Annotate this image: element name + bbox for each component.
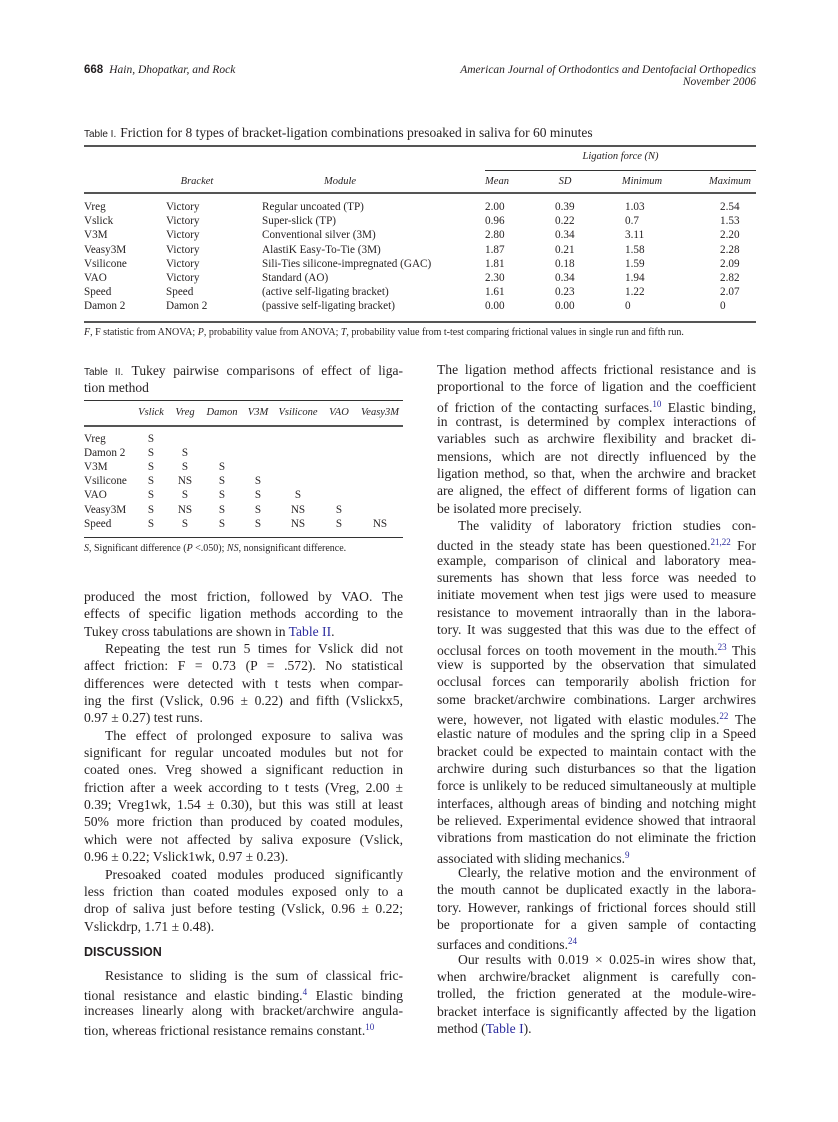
text-line: Resistance to sliding is the sum of classical fric- xyxy=(105,968,403,983)
journal-title: American Journal of Orthodontics and Dentofacial Orthopedics xyxy=(460,64,756,76)
table-cell: 0 xyxy=(720,300,726,313)
table-link[interactable]: Table I xyxy=(485,1021,524,1037)
running-header-right xyxy=(460,64,756,88)
table-cell: S xyxy=(147,489,155,502)
table-cell: S xyxy=(218,503,226,516)
text-line: Repeating the test run 5 times for Vslick did not xyxy=(105,641,403,657)
table2-column-header: VAO xyxy=(329,407,349,418)
text-line: tion, whereas frictional resistance remains constant.$^{10}$ xyxy=(84,1022,375,1039)
table-cell: Victory xyxy=(166,257,200,270)
table2-caption xyxy=(84,363,403,397)
right-text-column xyxy=(437,361,756,1037)
text-line: force is unlikely to be reduced simultaneously at multiple xyxy=(437,778,756,794)
text-line: variables such as archwire flexibility and bracket di- xyxy=(437,431,756,447)
footnote-segment: <.050); xyxy=(192,543,227,554)
table2-footnote xyxy=(84,543,346,554)
text-line: are aligned, the effect of different forms of ligation can xyxy=(437,483,756,499)
text-line: ing the first (Vslick, 0.96 ± 0.22) and fifth (Vslickx5, xyxy=(84,693,403,709)
table1-bottom-rule xyxy=(84,321,756,323)
paragraph xyxy=(84,866,403,935)
text-line: Our results with 0.019 × 0.025-in wires show that, xyxy=(458,951,756,967)
text-line: Clearly, the relative motion and the environment of xyxy=(458,864,756,880)
table1-group-rule xyxy=(485,170,756,171)
text-line: associated with sliding mechanics.$^9$ xyxy=(437,849,630,866)
table-cell: Regular uncoated (TP) xyxy=(262,201,364,213)
text-line: The validity of laboratory friction studies con- xyxy=(458,518,756,534)
text-line: 0.96 ± 0.22; Vslick1wk, 0.97 ± 0.23). xyxy=(84,849,289,865)
text-line: occlusal forces on tooth movement in the mouth.$^{23}$ This xyxy=(437,641,756,658)
table-cell: NS xyxy=(372,517,388,530)
table-cell: 0.00 xyxy=(555,300,575,313)
text-line: differences were detected with t tests when compar- xyxy=(84,675,403,691)
table-cell: Victory xyxy=(166,201,200,213)
text-line: produced the most friction, followed by VAO. The xyxy=(84,589,403,604)
table-cell: Standard (AO) xyxy=(262,272,329,284)
text-line: coated ones. Vreg showed a significant reduction in xyxy=(84,762,403,778)
table2-header-rule xyxy=(84,425,403,427)
text-line: example, comparison of clinical and laboratory mea- xyxy=(437,552,756,568)
row-label: Vreg xyxy=(84,433,106,445)
row-label: Speed xyxy=(84,517,112,530)
table-cell: S xyxy=(254,475,262,488)
text-line: interfaces, although areas of binding and notching might xyxy=(437,795,756,811)
table-cell: Vsilicone xyxy=(84,257,127,270)
table-cell: 0.7 xyxy=(625,215,639,228)
table2-column-header: V3M xyxy=(247,407,269,418)
table1-top-rule xyxy=(84,145,756,147)
table-cell: VAO xyxy=(84,272,107,284)
reference-citation[interactable]: 10 xyxy=(365,1022,375,1033)
text-line: ligation method, so that, when the archwire and bracket xyxy=(437,466,756,482)
table-cell: 0.34 xyxy=(555,272,575,284)
table-cell: Conventional silver (3M) xyxy=(262,229,376,242)
footnote-segment: , probability value from t-test comparing frictional values in single run and fifth run. xyxy=(346,327,684,338)
table-cell: Victory xyxy=(166,229,200,242)
table-cell: S xyxy=(335,503,343,516)
table-cell: 2.28 xyxy=(720,243,740,256)
left-text-column xyxy=(84,588,403,935)
table-cell: Vslick xyxy=(84,215,114,228)
table1-caption-text: Friction for 8 types of bracket-ligation combinations presoaked in saliva for 60 minutes xyxy=(120,125,593,140)
table-cell: 2.54 xyxy=(720,201,740,213)
row-label: VAO xyxy=(84,489,107,502)
table2-column-header: Vsilicone xyxy=(278,407,318,418)
table1-column-header: Maximum xyxy=(709,176,751,187)
authors: Hain, Dhopatkar, and Rock xyxy=(109,64,236,76)
table2-caption-line: tion method xyxy=(84,380,149,396)
table-cell: 2.07 xyxy=(720,286,740,299)
table-cell: S xyxy=(218,461,226,474)
text-line: trolled, the friction generated at the module-wire- xyxy=(437,986,756,1002)
table-cell: 0.34 xyxy=(555,229,575,242)
row-label: Damon 2 xyxy=(84,447,126,460)
table2-caption-line: Tukey pairwise comparisons of effect of liga- xyxy=(131,363,403,378)
table-cell: S xyxy=(181,447,189,460)
footnote-segment: , Significant difference ( xyxy=(89,543,187,554)
paragraph xyxy=(437,361,756,517)
footnote-segment: S xyxy=(84,543,89,554)
text-line: were, however, not ligated with elastic modules.$^{22}$ The xyxy=(437,710,756,727)
table1-column-header: Bracket xyxy=(180,176,214,187)
reference-citation[interactable]: 9 xyxy=(625,849,630,860)
page-number: 668 xyxy=(84,64,104,76)
text-line: which were not affected by saliva exposure (Vslick, xyxy=(84,831,403,847)
paragraph xyxy=(437,951,756,1038)
text-line: 0.97 ± 0.27) test runs. xyxy=(84,710,203,726)
section-heading-discussion: DISCUSSION xyxy=(84,945,162,959)
table-cell: S xyxy=(218,475,226,488)
text-line: surements has shown that less force was needed to xyxy=(437,570,756,586)
running-header-left xyxy=(84,64,235,76)
table-cell: 0.96 xyxy=(485,215,505,228)
table1-label: Table I. xyxy=(84,129,117,140)
text-line: tory. It was suggested that this was due to the effect of xyxy=(437,622,756,638)
text-line: surfaces and conditions.$^{24}$ xyxy=(437,936,577,953)
table2-column-header: Vslick xyxy=(138,407,164,418)
table2-column-header: Veasy3M xyxy=(361,407,399,418)
table-cell: Damon 2 xyxy=(166,300,208,313)
table-cell: Vreg xyxy=(84,201,106,213)
table-cell: 3.11 xyxy=(625,229,645,242)
text-line: be isolated more precisely. xyxy=(437,500,582,516)
table1-column-header: Module xyxy=(323,176,357,187)
table-cell: S xyxy=(335,517,343,530)
footnote-segment: P xyxy=(186,543,193,554)
table-cell: NS xyxy=(177,503,193,516)
table-cell: S xyxy=(147,433,155,445)
text-line: in contrast, is determined by complex interactions of xyxy=(437,414,756,430)
table-cell: 1.59 xyxy=(625,257,645,270)
text-line: proportional to the force of ligation and the coefficient xyxy=(437,379,756,395)
text-line: mensions, which are not directly influenced by the xyxy=(437,448,756,464)
text-line: vibrations from mastication do not eliminate the friction xyxy=(437,830,756,846)
text-line: some bracket/archwire combinations. Larger archwires xyxy=(437,691,756,707)
table1-caption xyxy=(84,124,593,142)
text-line: affect friction: F = 0.73 (P = .572). No statistical xyxy=(84,658,403,674)
table1-column-header: Minimum xyxy=(621,176,663,187)
table-cell: Veasy3M xyxy=(84,243,127,256)
table-cell: 2.09 xyxy=(720,257,740,270)
text-line: The effect of prolonged exposure to saliva was xyxy=(105,727,403,743)
text-line: Presoaked coated modules produced significantly xyxy=(105,866,403,882)
table-cell: NS xyxy=(177,475,193,488)
table-cell: 1.81 xyxy=(485,257,505,270)
text-line: be proportionate for a given sample of contacting xyxy=(437,917,756,932)
table-cell: 1.58 xyxy=(625,243,645,256)
paragraph xyxy=(84,640,403,727)
footnote-segment: T xyxy=(340,327,347,338)
table-cell: 0.23 xyxy=(555,286,575,299)
text-line: tional resistance and elastic binding.$^4$ Elastic binding xyxy=(84,987,403,1004)
table-cell: Victory xyxy=(166,272,200,284)
table1-header-rule xyxy=(84,192,756,194)
text-line: Vslickdrp, 1.71 ± 0.48). xyxy=(84,918,215,934)
table-cell: V3M xyxy=(84,229,108,242)
footnote-segment: , probability value from ANOVA; xyxy=(203,327,341,338)
table-cell: 2.82 xyxy=(720,272,740,284)
text-line: increases linearly along with bracket/archwire angula- xyxy=(84,1002,403,1018)
table-cell: 2.30 xyxy=(485,272,505,284)
table-cell: S xyxy=(254,503,262,516)
reference-citation[interactable]: 21,22 xyxy=(710,537,731,548)
table-cell: 2.00 xyxy=(485,201,505,213)
table-cell: 2.20 xyxy=(720,229,740,242)
table-cell: S xyxy=(218,517,226,530)
text-line: 0.39; Vreg1wk, 1.54 ± 0.30), but this was still at least xyxy=(84,797,403,813)
text-line: resistance to movement intraorally than in the labora- xyxy=(437,604,756,620)
table1-footnote xyxy=(84,327,684,338)
table-link[interactable]: Table II xyxy=(288,623,332,639)
text-line: ducted in the steady state has been questioned.$^{21,22}$ For xyxy=(437,537,756,554)
table-cell: 1.87 xyxy=(485,243,505,256)
table-cell: 1.03 xyxy=(625,201,645,213)
table-cell: S xyxy=(181,461,189,474)
table-cell: 1.53 xyxy=(720,215,740,228)
table1-column-header: Mean xyxy=(485,176,509,187)
table-cell: S xyxy=(254,517,262,530)
table-cell: 0.18 xyxy=(555,257,575,270)
paragraph xyxy=(437,517,756,864)
footnote-segment: NS xyxy=(226,543,239,554)
text-line: be relieved. Experimental evidence showed that intraoral xyxy=(437,812,756,828)
issue-date: November 2006 xyxy=(682,76,756,88)
table-cell: Speed xyxy=(84,286,112,299)
text-line: the mouth cannot be duplicated exactly in the labora- xyxy=(437,882,756,898)
reference-citation[interactable]: 10 xyxy=(652,398,662,409)
row-label: V3M xyxy=(84,461,108,474)
text-line: bracket could be expected to maintain contact with the xyxy=(437,743,756,759)
footnote-segment: F xyxy=(84,327,91,338)
table-cell: AlastiK Easy-To-Tie (3M) xyxy=(262,243,381,256)
table-cell: Sili-Ties silicone-impregnated (GAC) xyxy=(262,257,432,270)
footnote-segment: , F statistic from ANOVA; xyxy=(90,327,198,338)
reference-citation[interactable]: 23 xyxy=(717,641,727,652)
text-line: tory. However, rankings of frictional forces should still xyxy=(437,899,756,915)
table-cell: 0.39 xyxy=(555,201,575,213)
table-cell: NS xyxy=(290,517,306,530)
reference-citation[interactable]: 4 xyxy=(302,987,308,998)
table2-top-rule xyxy=(84,400,403,401)
table-cell: S xyxy=(147,447,155,460)
table1-group-header: Ligation force (N) xyxy=(582,151,659,162)
text-line: archwire during such disturbances so that the ligation xyxy=(437,760,756,776)
table-cell: 1.94 xyxy=(625,272,645,284)
table2-column-header: Vreg xyxy=(175,407,195,418)
reference-citation[interactable]: 22 xyxy=(719,710,729,721)
table-cell: 0.21 xyxy=(555,243,575,256)
table-cell: 1.22 xyxy=(625,286,645,299)
text-line: method (Table I). xyxy=(437,1021,532,1037)
text-line: Tukey cross tabulations are shown in Table II. xyxy=(84,623,335,639)
paragraph xyxy=(437,864,756,951)
table1-column-header: SD xyxy=(558,176,572,187)
text-line: friction after a week according to t tests (Vreg, 2.00 ± xyxy=(84,779,403,795)
paragraph xyxy=(84,727,403,866)
reference-citation[interactable]: 24 xyxy=(568,936,577,947)
footnote-segment: P xyxy=(197,327,204,338)
table-cell: S xyxy=(294,489,302,502)
row-label: Veasy3M xyxy=(84,503,127,516)
discussion-section xyxy=(84,944,403,1039)
table-cell: NS xyxy=(290,503,306,516)
row-label: Vsilicone xyxy=(84,475,127,488)
footnote-segment: , nonsignificant difference. xyxy=(238,543,347,554)
text-line: drop of saliva just before testing (Vslick, 0.96 ± 0.22; xyxy=(84,901,403,917)
table-cell: 1.61 xyxy=(485,286,505,299)
table-cell: 0.22 xyxy=(555,215,575,228)
text-line: initiate movement when test jigs were used to measure xyxy=(437,587,756,603)
table-cell: Victory xyxy=(166,243,200,256)
table-cell: Damon 2 xyxy=(84,300,126,313)
text-line: of friction of the contacting surfaces.$^{10}$ Elastic binding, xyxy=(437,398,756,415)
table-cell: (passive self-ligating bracket) xyxy=(262,300,395,313)
text-line: bracket interface is significantly affected by the ligation xyxy=(437,1003,756,1019)
table-cell: S xyxy=(218,489,226,502)
text-line: effects of specific ligation methods according to the xyxy=(84,606,403,622)
table-cell: Speed xyxy=(166,286,194,299)
paragraph xyxy=(84,588,403,640)
table-cell: S xyxy=(181,517,189,530)
text-line: elastic nature of modules and the spring clip in a Speed xyxy=(437,726,756,742)
table2-label: Table II. xyxy=(84,367,124,378)
table-cell: S xyxy=(147,461,155,474)
table-cell: 0.00 xyxy=(485,300,505,313)
table-cell: S xyxy=(147,503,155,516)
text-line: view is supported by the observation that simulated xyxy=(437,656,756,672)
text-line: when archwire/bracket alignment is carefully con- xyxy=(437,969,756,985)
text-line: significant for regular uncoated modules but not for xyxy=(84,745,403,761)
text-line: 50% more friction than produced by coated modules, xyxy=(84,814,403,830)
table-cell: S xyxy=(147,475,155,488)
table-cell: 0 xyxy=(625,300,631,313)
table-cell: S xyxy=(254,489,262,502)
paragraph xyxy=(84,967,403,1039)
text-line: The ligation method affects frictional resistance and is xyxy=(437,362,756,377)
text-line: occlusal forces can temporarily abolish friction for xyxy=(437,674,756,690)
table-cell: S xyxy=(181,489,189,502)
table-cell: Super-slick (TP) xyxy=(262,215,337,228)
table-cell: (active self-ligating bracket) xyxy=(262,286,389,299)
text-line: less friction than coated modules exposed only to a xyxy=(84,883,403,899)
table-cell: S xyxy=(147,517,155,530)
table-cell: Victory xyxy=(166,215,200,228)
table2-bottom-rule xyxy=(84,537,403,538)
table-cell: 2.80 xyxy=(485,229,505,242)
table2-column-header: Damon xyxy=(206,407,238,418)
